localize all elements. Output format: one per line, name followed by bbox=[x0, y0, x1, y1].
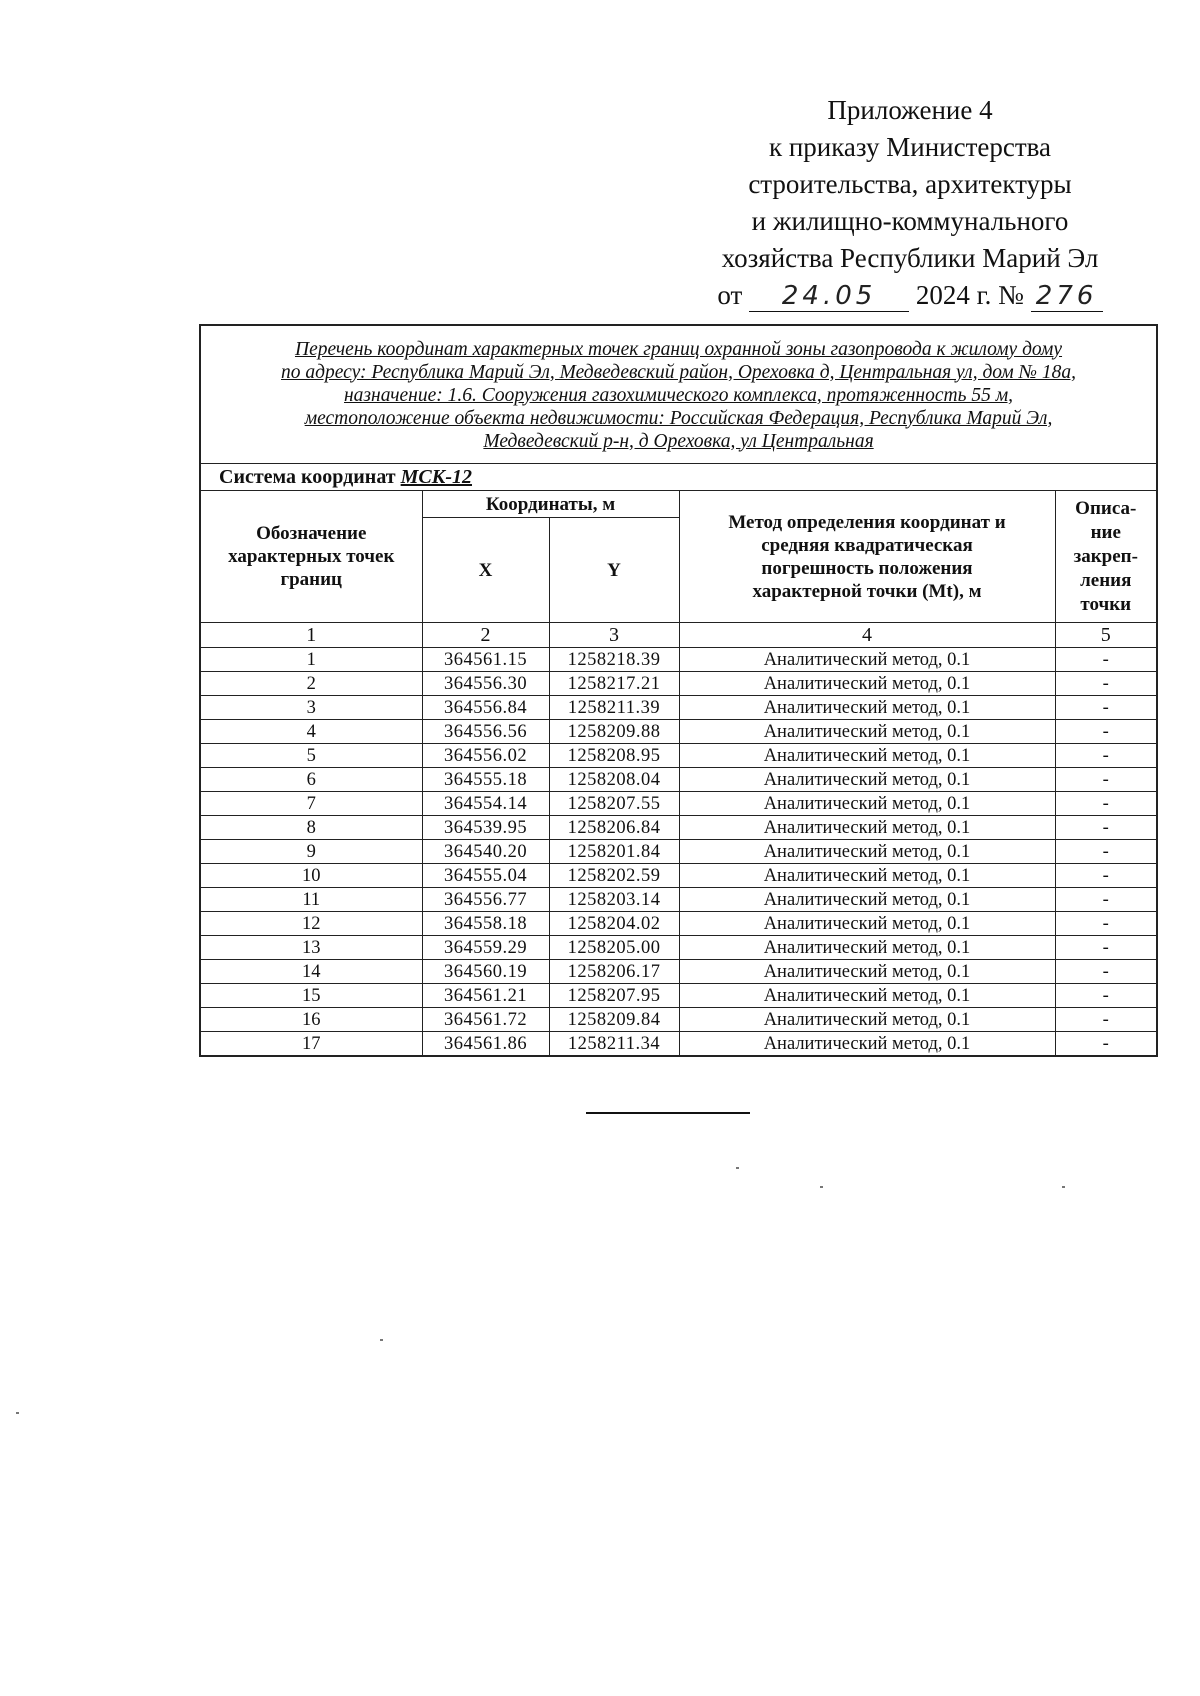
cell-description: - bbox=[1055, 672, 1157, 696]
cell-method: Аналитический метод, 0.1 bbox=[679, 936, 1055, 960]
cell-point: 15 bbox=[200, 984, 422, 1008]
table-row bbox=[200, 768, 1157, 792]
cell-x: 364539.95 bbox=[422, 816, 549, 840]
cell-y: 1258209.84 bbox=[549, 1008, 679, 1032]
header-line-4: и жилищно-коммунального bbox=[751, 206, 1069, 236]
cell-x: 364556.30 bbox=[422, 672, 549, 696]
cell-x: 364560.19 bbox=[422, 960, 549, 984]
table-row bbox=[200, 792, 1157, 816]
cell-description: - bbox=[1055, 1032, 1157, 1057]
col-header-point: Обозначение характерных точек границ bbox=[200, 491, 422, 623]
cell-y: 1258206.84 bbox=[549, 816, 679, 840]
column-header-row bbox=[200, 491, 1157, 518]
cell-y: 1258207.95 bbox=[549, 984, 679, 1008]
table-row bbox=[200, 888, 1157, 912]
cell-point: 9 bbox=[200, 840, 422, 864]
col-header-x: X bbox=[422, 518, 549, 623]
cell-x: 364554.14 bbox=[422, 792, 549, 816]
cell-method: Аналитический метод, 0.1 bbox=[679, 720, 1055, 744]
handwritten-number-field bbox=[1031, 280, 1103, 312]
caption-line: Перечень координат характерных точек границ охранной зоны газопровода к жилому дому bbox=[294, 338, 1063, 360]
col-number: 5 bbox=[1055, 623, 1157, 648]
cell-point: 11 bbox=[200, 888, 422, 912]
table-row bbox=[200, 984, 1157, 1008]
cell-point: 12 bbox=[200, 912, 422, 936]
cell-x: 364555.18 bbox=[422, 768, 549, 792]
cell-method: Аналитический метод, 0.1 bbox=[679, 648, 1055, 672]
cell-x: 364556.84 bbox=[422, 696, 549, 720]
caption-line: местоположение объекта недвижимости: Российская Федерация, Республика Марий Эл, bbox=[304, 407, 1053, 429]
caption-row bbox=[200, 325, 1157, 464]
order-year: 2024 г. № bbox=[915, 280, 1024, 310]
cell-x: 364561.86 bbox=[422, 1032, 549, 1057]
cell-method: Аналитический метод, 0.1 bbox=[679, 984, 1055, 1008]
cell-point: 6 bbox=[200, 768, 422, 792]
cell-description: - bbox=[1055, 840, 1157, 864]
order-date-line bbox=[690, 277, 1130, 314]
coordinates-table bbox=[199, 324, 1158, 1057]
closing-rule bbox=[586, 1112, 750, 1114]
cell-description: - bbox=[1055, 696, 1157, 720]
cell-description: - bbox=[1055, 888, 1157, 912]
cell-point: 5 bbox=[200, 744, 422, 768]
cell-description: - bbox=[1055, 648, 1157, 672]
header-line-5: хозяйства Республики Марий Эл bbox=[721, 243, 1099, 273]
appendix-header bbox=[690, 92, 1130, 314]
appendix-title: Приложение 4 bbox=[827, 95, 993, 125]
cell-y: 1258217.21 bbox=[549, 672, 679, 696]
col-header-coords: Координаты, м bbox=[422, 491, 679, 518]
cell-description: - bbox=[1055, 984, 1157, 1008]
coordinate-system-row bbox=[200, 464, 1157, 491]
cell-y: 1258208.04 bbox=[549, 768, 679, 792]
cell-y: 1258201.84 bbox=[549, 840, 679, 864]
column-number-row bbox=[200, 623, 1157, 648]
scan-speck bbox=[16, 1412, 19, 1414]
handwritten-date: 24.05 bbox=[781, 281, 877, 311]
table-caption bbox=[200, 325, 1157, 464]
table-row bbox=[200, 1032, 1157, 1057]
cell-description: - bbox=[1055, 1008, 1157, 1032]
cell-point: 8 bbox=[200, 816, 422, 840]
scan-speck bbox=[736, 1167, 739, 1169]
cell-point: 16 bbox=[200, 1008, 422, 1032]
cell-description: - bbox=[1055, 912, 1157, 936]
cell-x: 364558.18 bbox=[422, 912, 549, 936]
coordinate-system-name: МСК-12 bbox=[400, 465, 472, 488]
table-row bbox=[200, 744, 1157, 768]
cell-method: Аналитический метод, 0.1 bbox=[679, 1008, 1055, 1032]
cell-y: 1258205.00 bbox=[549, 936, 679, 960]
cell-y: 1258204.02 bbox=[549, 912, 679, 936]
date-prefix: от bbox=[717, 280, 743, 310]
cell-method: Аналитический метод, 0.1 bbox=[679, 888, 1055, 912]
cell-description: - bbox=[1055, 720, 1157, 744]
cell-method: Аналитический метод, 0.1 bbox=[679, 864, 1055, 888]
cell-y: 1258218.39 bbox=[549, 648, 679, 672]
header-line-2: к приказу Министерства bbox=[768, 132, 1052, 162]
cell-point: 13 bbox=[200, 936, 422, 960]
table-row bbox=[200, 648, 1157, 672]
col-header-description: Описа- ние закреп- ления точки bbox=[1055, 491, 1157, 623]
cell-y: 1258209.88 bbox=[549, 720, 679, 744]
cell-method: Аналитический метод, 0.1 bbox=[679, 816, 1055, 840]
cell-point: 4 bbox=[200, 720, 422, 744]
col-number: 3 bbox=[549, 623, 679, 648]
cell-x: 364556.02 bbox=[422, 744, 549, 768]
coordinate-system bbox=[200, 464, 1157, 491]
cell-description: - bbox=[1055, 768, 1157, 792]
table-row bbox=[200, 840, 1157, 864]
scan-speck bbox=[1062, 1186, 1065, 1188]
cell-description: - bbox=[1055, 960, 1157, 984]
cell-x: 364561.72 bbox=[422, 1008, 549, 1032]
scan-speck bbox=[820, 1186, 823, 1188]
cell-point: 17 bbox=[200, 1032, 422, 1057]
cell-y: 1258202.59 bbox=[549, 864, 679, 888]
cell-description: - bbox=[1055, 864, 1157, 888]
col-header-y: Y bbox=[549, 518, 679, 623]
col-number: 2 bbox=[422, 623, 549, 648]
table-row bbox=[200, 672, 1157, 696]
cell-method: Аналитический метод, 0.1 bbox=[679, 768, 1055, 792]
handwritten-number: 276 bbox=[1035, 281, 1098, 311]
cell-point: 7 bbox=[200, 792, 422, 816]
caption-line: по адресу: Республика Марий Эл, Медведевский район, Ореховка д, Центральная ул, дом № 18а, bbox=[281, 361, 1077, 383]
cell-x: 364540.20 bbox=[422, 840, 549, 864]
cell-point: 14 bbox=[200, 960, 422, 984]
table-row bbox=[200, 1008, 1157, 1032]
cell-point: 3 bbox=[200, 696, 422, 720]
cell-method: Аналитический метод, 0.1 bbox=[679, 1032, 1055, 1057]
cell-method: Аналитический метод, 0.1 bbox=[679, 744, 1055, 768]
cell-y: 1258206.17 bbox=[549, 960, 679, 984]
cell-point: 10 bbox=[200, 864, 422, 888]
table-row bbox=[200, 816, 1157, 840]
cell-description: - bbox=[1055, 744, 1157, 768]
cell-method: Аналитический метод, 0.1 bbox=[679, 912, 1055, 936]
caption-line: Медведевский р-н, д Ореховка, ул Центральная bbox=[483, 430, 874, 452]
cell-y: 1258211.34 bbox=[549, 1032, 679, 1057]
col-number: 4 bbox=[679, 623, 1055, 648]
caption-line: назначение: 1.6. Сооружения газохимического комплекса, протяженность 55 м, bbox=[344, 384, 1014, 406]
handwritten-date-field bbox=[749, 280, 909, 312]
coordinate-system-label: Система координат bbox=[219, 465, 396, 488]
cell-x: 364561.21 bbox=[422, 984, 549, 1008]
cell-method: Аналитический метод, 0.1 bbox=[679, 696, 1055, 720]
cell-x: 364556.77 bbox=[422, 888, 549, 912]
table-row bbox=[200, 696, 1157, 720]
table-row bbox=[200, 912, 1157, 936]
cell-y: 1258207.55 bbox=[549, 792, 679, 816]
table-row bbox=[200, 864, 1157, 888]
col-number: 1 bbox=[200, 623, 422, 648]
cell-y: 1258203.14 bbox=[549, 888, 679, 912]
cell-method: Аналитический метод, 0.1 bbox=[679, 960, 1055, 984]
cell-x: 364555.04 bbox=[422, 864, 549, 888]
cell-method: Аналитический метод, 0.1 bbox=[679, 672, 1055, 696]
cell-method: Аналитический метод, 0.1 bbox=[679, 840, 1055, 864]
cell-point: 2 bbox=[200, 672, 422, 696]
cell-description: - bbox=[1055, 936, 1157, 960]
header-line-3: строительства, архитектуры bbox=[748, 169, 1072, 199]
table-row bbox=[200, 936, 1157, 960]
scan-speck bbox=[380, 1339, 383, 1341]
cell-method: Аналитический метод, 0.1 bbox=[679, 792, 1055, 816]
cell-x: 364559.29 bbox=[422, 936, 549, 960]
cell-y: 1258208.95 bbox=[549, 744, 679, 768]
table-row bbox=[200, 720, 1157, 744]
cell-y: 1258211.39 bbox=[549, 696, 679, 720]
cell-description: - bbox=[1055, 816, 1157, 840]
cell-x: 364556.56 bbox=[422, 720, 549, 744]
cell-point: 1 bbox=[200, 648, 422, 672]
table-row bbox=[200, 960, 1157, 984]
cell-description: - bbox=[1055, 792, 1157, 816]
cell-x: 364561.15 bbox=[422, 648, 549, 672]
col-header-method: Метод определения координат и средняя квадратическая погрешность положения характерной точки (Mt), м bbox=[679, 491, 1055, 623]
